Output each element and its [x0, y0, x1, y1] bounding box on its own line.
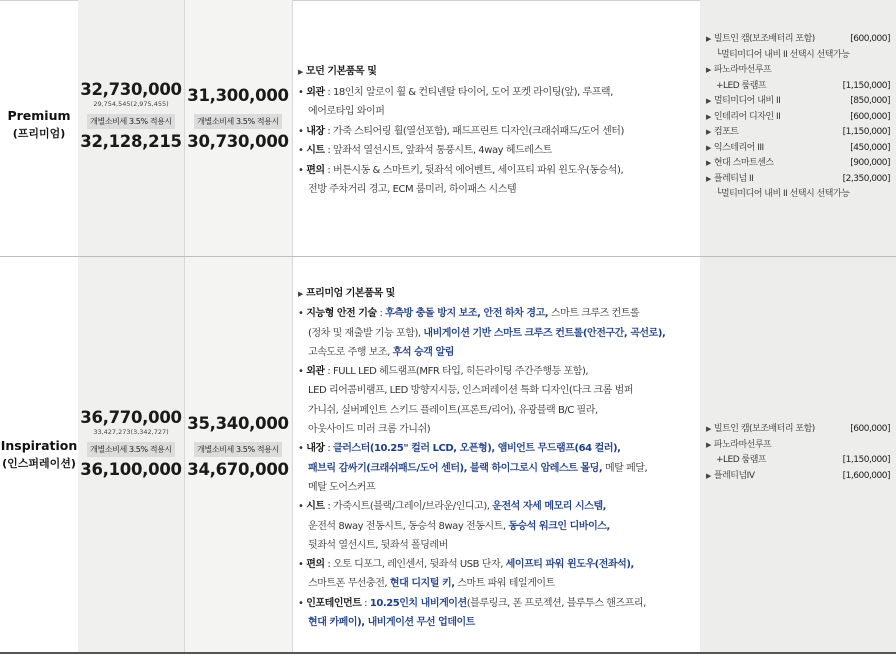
option-price: [600,000] [850, 111, 890, 122]
option-item [706, 422, 890, 438]
trim-name-en: Inspiration [0, 438, 78, 453]
feature-text: 운전석 8way 전동시트, 동승석 8way 전동시트, [308, 520, 509, 532]
option-item [706, 438, 890, 454]
feature-sep: : [376, 308, 386, 320]
feature-highlight: 세이프티 파워 윈도우(전좌석), [505, 559, 634, 571]
triangle-bullet-icon: ▶ [706, 425, 711, 433]
feature-text-cont: 메탈 도어스커프 [308, 481, 376, 493]
features-inspiration [298, 284, 696, 632]
option-name: 파노라마선루프 [713, 65, 772, 75]
option-item [706, 453, 890, 469]
option-name: 멀티미디어 내비 II [713, 96, 781, 106]
tax-badge: 개별소비세 3.5% 적용시 [87, 442, 175, 457]
price-col2: 31,300,000 [187, 86, 289, 105]
options-premium [706, 32, 890, 203]
options-inspiration [706, 422, 890, 484]
option-price: [1,600,000] [842, 470, 890, 481]
feature-highlight: 현대 카페이), 내비게이션 무선 업데이트 [308, 617, 475, 629]
option-price: [450,000] [850, 142, 890, 153]
option-name: +LED 룸램프 [716, 455, 767, 465]
option-item [706, 172, 890, 188]
price-col2-tax-applied: 34,670,000 [187, 460, 289, 479]
option-note [706, 48, 890, 64]
feature-highlight: 후측방 충돌 방지 보조, 안전 하차 경고, [385, 308, 549, 320]
feature-label: 인포테인먼트 [306, 597, 362, 609]
features-title-text: 프리미엄 기본품목 및 [305, 288, 395, 299]
feature-infotainment: • 인포테인먼트 : 10.25인치 내비게이션(블루링크, 폰 프로젝션, 블루투스 핸즈프리, [298, 597, 646, 609]
option-item [706, 79, 890, 95]
price-tax-applied: 36,100,000 [80, 460, 182, 479]
price-tax-applied: 32,128,215 [80, 132, 182, 151]
feature-highlight: 동승석 워크인 디바이스, [508, 520, 610, 532]
price-block-inspiration [78, 408, 184, 479]
feature-interior: • 내장 : 가죽 스티어링 휠(열선포함), 패드프린트 디자인(크래쉬패드/도어 센터) [298, 125, 624, 137]
option-name: 플레티넘 II [713, 173, 754, 184]
option-item [706, 125, 890, 141]
row-divider [0, 256, 896, 257]
price-block-2-premium [184, 86, 292, 151]
option-item [706, 156, 890, 172]
feature-safety-cont [298, 343, 696, 362]
price-breakdown: 29,754,545(2,975,455) [93, 100, 169, 108]
trim-name-ko: (프리미엄) [12, 127, 66, 140]
option-item [706, 32, 890, 48]
feature-interior: • 내장 : 클러스터(10.25" 컬러 LCD, 오픈형), 앰비언트 무드램프(64 컬러), [298, 443, 621, 455]
option-name: 익스테리어 III [713, 142, 764, 153]
feature-exterior: • 외관 : FULL LED 헤드램프(MFR 타입, 히든라이팅 주간주행등 포함), [298, 366, 589, 378]
feature-seat: • 시트 : 앞좌석 열선시트, 앞좌석 통풍시트, 4way 헤드레스트 [298, 145, 552, 156]
price-col2: 35,340,000 [187, 414, 289, 433]
triangle-bullet-icon: ▶ [706, 97, 711, 105]
feature-highlight: 후석 승객 알림 [392, 346, 454, 358]
feature-label: 편의 [306, 164, 325, 176]
feature-highlight: 클러스터(10.25" 컬러 LCD, 오픈형), 앰비언트 무드램프(64 컬러), [333, 443, 621, 455]
option-name: 파노라마선루프 [713, 439, 772, 450]
trim-name-ko: (인스퍼레이션) [2, 457, 76, 470]
price-col2-tax-applied: 30,730,000 [187, 132, 289, 151]
column-divider [292, 0, 293, 652]
price-block-premium [78, 80, 184, 151]
option-name: +LED 룸램프 [716, 80, 767, 91]
feature-convenience: • 편의 : 오토 디포그, 레인센서, 뒷좌석 USB 단자, 세이프티 파워 윈도우(전좌석), [298, 559, 634, 571]
option-name: 빌트인 캠(보조배터리 포함) [713, 34, 815, 44]
feature-sep: : [324, 443, 333, 455]
option-name: 플레티넘IV [713, 470, 755, 481]
feature-text: : 버튼시동 & 스마트키, 뒷좌석 에어벤트, 세이프티 파워 윈도우(동승석), [324, 164, 624, 176]
option-name: 인테리어 디자인 II [713, 111, 781, 122]
feature-text: : 오토 디포그, 레인센서, 뒷좌석 USB 단자, [324, 559, 506, 571]
triangle-bullet-icon: ▶ [706, 128, 711, 136]
triangle-bullet-icon: ▶ [706, 174, 711, 183]
feature-highlight: 운전석 자세 메모리 시스템, [492, 501, 607, 513]
feature-exterior: • 외관 : 18인치 알로이 휠 & 컨티넨탈 타이어, 도어 포켓 라이팅(앞), 루프랙, [298, 86, 613, 98]
feature-text: 스마트 파워 테일게이트 [454, 578, 555, 590]
triangle-bullet-icon: ▶ [706, 112, 711, 121]
option-price: [1,150,000] [842, 127, 890, 137]
feature-convenience-cont [298, 574, 696, 593]
option-price: [1,150,000] [842, 455, 890, 465]
option-note-text: └멀티미디어 내비 II 선택시 선택가능 [716, 49, 850, 60]
feature-text: (정차 및 재출발 기능 포함), [308, 327, 424, 339]
features-title [298, 62, 696, 83]
feature-text: : 가죽 스티어링 휠(열선포함), 패드프린트 디자인(크래쉬패드/도어 센터) [324, 125, 624, 137]
feature-text: (블루링크, 폰 프로젝션, 블루투스 핸즈프리, [466, 597, 646, 609]
feature-text-cont: LED 리어콤비램프, LED 방향지시등, 인스퍼레이션 특화 디자인(다크 크롬 범퍼 [308, 385, 634, 397]
feature-highlight: 패브릭 감싸기(크래쉬패드/도어 센터), 블랙 하이그로시 암레스트 몰딩, [308, 462, 603, 474]
option-note-text: └멀티미디어 내비 II 선택시 선택가능 [716, 189, 850, 199]
feature-label: 내장 [306, 443, 325, 455]
option-note [706, 187, 890, 203]
option-item [706, 63, 890, 79]
feature-text-cont: 전방 주차거리 경고, ECM 룸미러, 하이패스 시스템 [308, 184, 517, 195]
features-title [298, 284, 696, 304]
price-main: 32,730,000 [80, 80, 182, 99]
feature-infotainment-cont [298, 613, 696, 632]
triangle-bullet-icon: ▶ [706, 471, 711, 480]
feature-highlight: 현대 디지털 키, [389, 578, 455, 590]
feature-text: : 가죽시트(블랙/그레이/브라운/인디고), [324, 501, 493, 513]
tax-badge: 개별소비세 3.5% 적용시 [194, 442, 282, 457]
option-price: [900,000] [850, 158, 890, 168]
option-name: 빌트인 캠(보조배터리 포함) [713, 424, 815, 434]
triangle-bullet-icon: ▶ [706, 35, 711, 43]
option-price: [1,150,000] [842, 80, 890, 91]
feature-safety-cont [298, 324, 696, 343]
feature-text: : 18인치 알로이 휠 & 컨티넨탈 타이어, 도어 포켓 라이팅(앞), 루프랙, [324, 86, 613, 98]
feature-interior-cont [298, 459, 696, 478]
feature-text: : 앞좌석 열선시트, 앞좌석 통풍시트, 4way 헤드레스트 [324, 145, 552, 156]
feature-text: : FULL LED 헤드램프(MFR 타입, 히든라이팅 주간주행등 포함), [324, 366, 589, 378]
features-premium [298, 62, 696, 200]
feature-highlight: 10.25인치 내비게이션 [369, 597, 467, 609]
price-breakdown: 33,427,273(3,342,727) [93, 428, 169, 436]
feature-seat: • 시트 : 가죽시트(블랙/그레이/브라운/인디고), 운전석 자세 메모리 시스템, [298, 501, 607, 513]
option-item [706, 469, 890, 485]
option-name: 현대 스마트센스 [713, 158, 774, 168]
feature-text-cont: 에어로타입 와이퍼 [308, 106, 385, 117]
option-price: [600,000] [850, 424, 890, 434]
feature-safety: • 지능형 안전 기술 : 후측방 충돌 방지 보조, 안전 하차 경고, 스마트 크루즈 컨트롤 [298, 308, 640, 320]
feature-text-cont: 뒷좌석 열선시트, 뒷좌석 폴딩레버 [308, 539, 448, 551]
feature-label: 내장 [306, 125, 325, 137]
feature-label: 시트 [306, 501, 325, 513]
feature-label: 외관 [306, 366, 325, 378]
feature-text-cont: 가니쉬, 실버페인트 스키드 플레이트(프론트/리어), 유광블랙 B/C 필라, [308, 404, 598, 416]
triangle-bullet-icon: ▶ [706, 143, 711, 152]
feature-sep: : [361, 597, 370, 609]
feature-convenience: • 편의 : 버튼시동 & 스마트키, 뒷좌석 에어벤트, 세이프티 파워 윈도우(동승석), [298, 164, 624, 176]
triangle-bullet-icon: ▶ [706, 440, 711, 449]
feature-label: 시트 [306, 145, 325, 156]
triangle-bullet-icon: ▶ [298, 290, 303, 298]
feature-label: 외관 [306, 86, 325, 98]
trim-name-premium [0, 108, 78, 141]
option-price: [2,350,000] [842, 173, 890, 184]
features-title-text: 모던 기본품목 및 [305, 66, 377, 77]
option-price: [850,000] [850, 96, 890, 106]
table-bottom-border [0, 652, 896, 654]
feature-seat-cont [298, 517, 696, 536]
feature-text-cont: 아웃사이드 미러 크롬 가니쉬) [308, 424, 431, 436]
feature-text: 스마트 크루즈 컨트롤 [548, 308, 640, 320]
tax-badge: 개별소비세 3.5% 적용시 [194, 114, 282, 129]
price-main: 36,770,000 [80, 408, 182, 427]
option-price: [600,000] [850, 34, 890, 44]
trim-name-en: Premium [7, 108, 71, 123]
price-block-2-inspiration [184, 414, 292, 479]
option-item [706, 94, 890, 110]
feature-highlight: 내비게이션 기반 스마트 크루즈 컨트롤(안전구간, 곡선로), [423, 327, 666, 339]
option-name: 컴포트 [713, 127, 739, 137]
triangle-bullet-icon: ▶ [298, 68, 303, 76]
feature-label: 지능형 안전 기술 [306, 308, 377, 320]
triangle-bullet-icon: ▶ [706, 159, 711, 167]
option-item [706, 141, 890, 157]
feature-text: 스마트폰 무선충전, [308, 578, 390, 590]
feature-text: 메탈 페달, [602, 462, 648, 474]
triangle-bullet-icon: ▶ [706, 66, 711, 74]
feature-label: 편의 [306, 559, 325, 571]
option-item [706, 110, 890, 126]
trim-name-inspiration [0, 438, 78, 471]
feature-text: 고속도로 주행 보조, [308, 346, 393, 358]
tax-badge: 개별소비세 3.5% 적용시 [87, 114, 175, 129]
